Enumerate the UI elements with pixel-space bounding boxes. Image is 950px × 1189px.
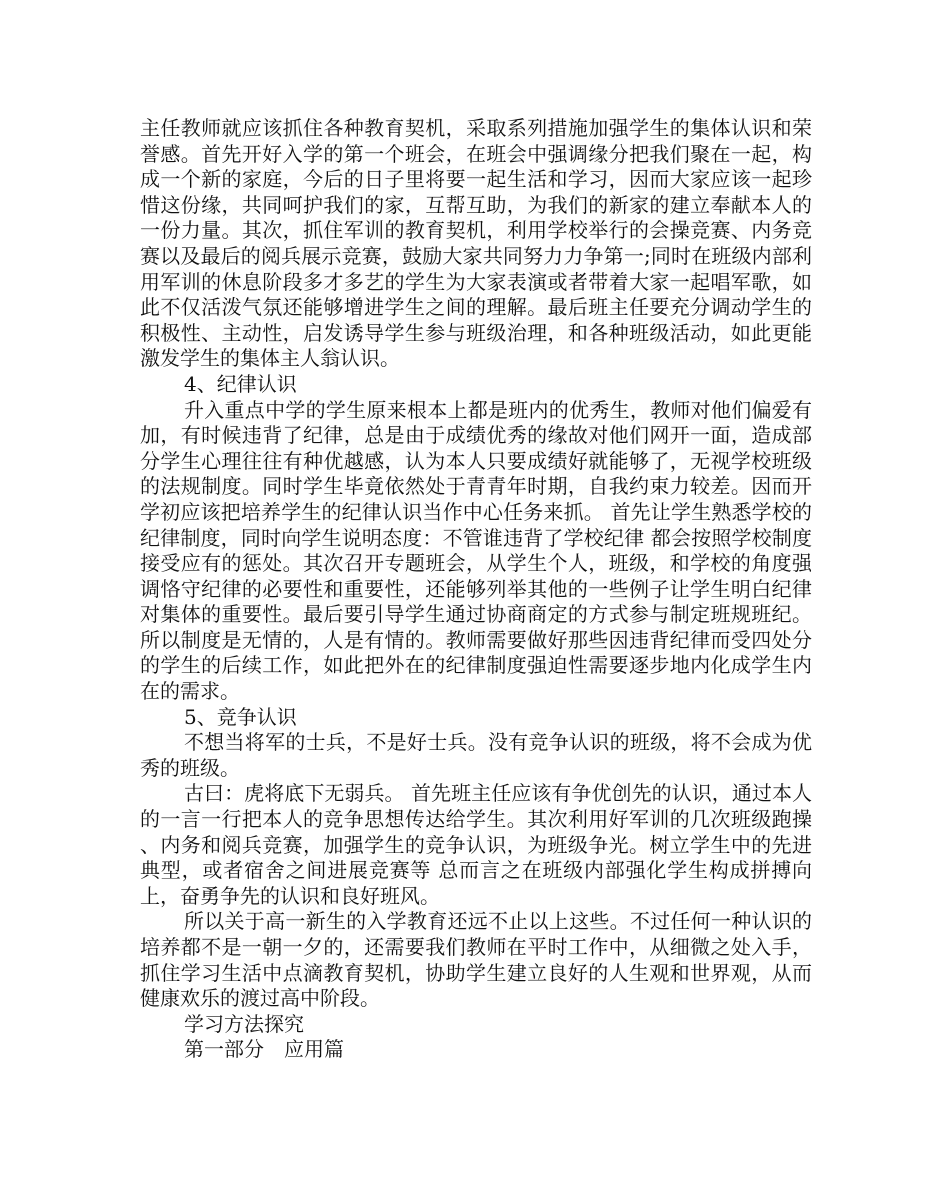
- body-paragraph: 古曰：虎将底下无弱兵。 首先班主任应该有争优创先的认识，通过本人的一言一行把本人的竞争思想传达给学生。其次利用好军训的几次班级跑操 、内务和阅兵竞赛，加强学生的竞争认识，为班级争光。树立学生中的先进典型，或者宿舍之间进展竞赛等 总而言之在班级内部强化学生构成拼搏向上，奋勇争先的认识和良好班风。: [140, 781, 812, 908]
- body-paragraph: 升入重点中学的学生原来根本上都是班内的优秀生，教师对他们偏爱有加，有时候违背了纪律，总是由于成绩优秀的缘故对他们网开一面，造成部分学生心理往往有种优越感，认为本人只要成绩好就能够了，无视学校班级的法规制度。同时学生毕竟依然处于青青年时期，自我约束力较差。因而开学初应该把培养学生的纪律认识当作中心任务来抓。 首先让学生熟悉学校的纪律制度，同时向学生说明态度：不管谁违背了学校纪律 都会按照学校制度接受应有的惩处。其次召开专题班会，从学生个人，班级，和学校的角度强调恪守纪律的必要性和重要性，还能够列举其他的一些例子让学生明白纪律对集体的重要性。最后要引导学生通过协商商定的方式参与制定班规班纪。所以制度是无情的，人是有情的。教师需要做好那些因违背纪律而受四处分的学生的后续工作，如此把外在的纪律制度强迫性需要逐步地内化成学生内在的需求。: [140, 397, 812, 704]
- section-heading-competition: 5、竞争认识: [184, 704, 297, 729]
- body-paragraph: 主任教师就应该抓住各种教育契机，采取系列措施加强学生的集体认识和荣誉感。首先开好入学的第一个班会，在班会中强调缘分把我们聚在一起，构成一个新的家庭，今后的日子里将要一起生活和学习，因而大家应该一起珍惜这份缘，共同呵护我们的家，互帮互助，为我们的新家的建立奉献本人的一份力量。其次，抓住军训的教育契机，利用学校举行的会操竞赛、内务竞赛以及最后的阅兵展示竞赛，鼓励大家共同努力力争第一;同时在班级内部利用军训的休息阶段多才多艺的学生为大家表演或者带着大家一起唱军歌，如此不仅活泼气氛还能够增进学生之间的理解。最后班主任要充分调动学生的积极性、主动性，启发诱导学生参与班级治理，和各种班级活动，如此更能激发学生的集体主人翁认识。: [140, 116, 812, 371]
- document-page: [140, 116, 812, 1063]
- section-heading-part-one: 第一部分 应用篇: [184, 1037, 344, 1062]
- section-heading-discipline: 4、纪律认识: [184, 371, 297, 396]
- body-paragraph: 所以关于高一新生的入学教育还远不止以上这些。不过任何一种认识的培养都不是一朝一夕的，还需要我们教师在平时工作中，从细微之处入手，抓住学习生活中点滴教育契机，协助学生建立良好的人生观和世界观，从而健康欢乐的渡过高中阶段。: [140, 909, 812, 1011]
- section-heading-study-methods: 学习方法探究: [184, 1011, 304, 1036]
- body-paragraph: 不想当将军的士兵，不是好士兵。没有竞争认识的班级，将不会成为优秀的班级。: [140, 730, 812, 780]
